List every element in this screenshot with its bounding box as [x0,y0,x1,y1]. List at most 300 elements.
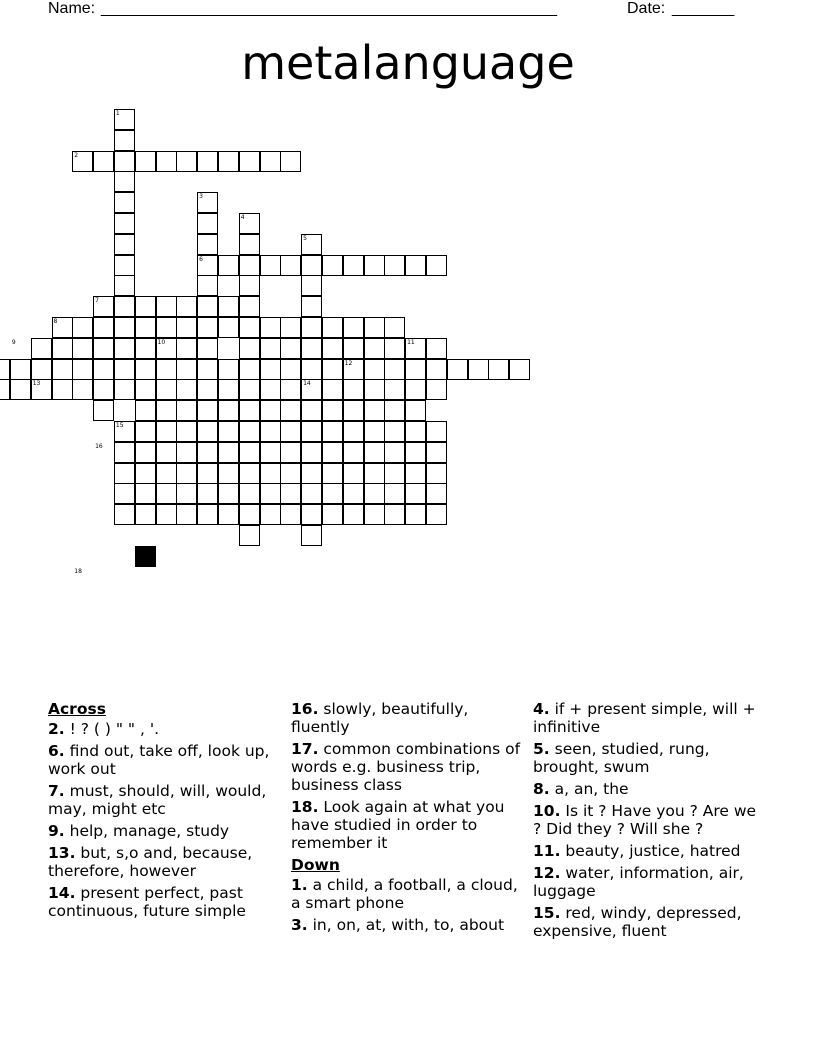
crossword-cell[interactable] [364,317,385,338]
crossword-cell[interactable] [156,379,177,400]
crossword-cell[interactable] [343,421,364,442]
crossword-cell[interactable] [301,296,322,317]
crossword-cell[interactable] [384,504,405,525]
crossword-cell[interactable] [301,400,322,421]
crossword-cell[interactable] [426,255,447,276]
crossword-cell[interactable] [322,359,343,380]
black-square [135,546,156,567]
crossword-cell[interactable] [176,421,197,442]
crossword-cell[interactable] [197,192,218,213]
crossword-cell[interactable] [384,483,405,504]
crossword-cell[interactable] [322,463,343,484]
clue-number: 16. [291,700,319,718]
crossword-cell[interactable] [426,483,447,504]
crossword-cell[interactable] [426,338,447,359]
crossword-cell[interactable] [364,359,385,380]
crossword-cell[interactable] [156,359,177,380]
crossword-cell[interactable] [218,421,239,442]
crossword-cell[interactable] [156,317,177,338]
crossword-cell[interactable] [239,525,260,546]
crossword-cell[interactable] [176,359,197,380]
crossword-cell[interactable] [239,338,260,359]
clue-text: Look again at what you have studied in order to remember it [291,798,505,852]
crossword-cell[interactable] [197,296,218,317]
crossword-cell[interactable] [52,359,73,380]
clue-number: 5. [533,740,550,758]
crossword-cell[interactable] [156,442,177,463]
crossword-cell[interactable] [405,421,426,442]
crossword-cell[interactable] [239,275,260,296]
crossword-cell[interactable] [176,317,197,338]
clue-number: 13. [48,844,76,862]
crossword-cell[interactable] [239,234,260,255]
crossword-cell[interactable] [114,504,135,525]
crossword-cell[interactable] [384,400,405,421]
crossword-cell[interactable] [156,400,177,421]
crossword-cell[interactable] [197,317,218,338]
crossword-cell[interactable] [364,483,385,504]
crossword-cell[interactable] [135,151,156,172]
crossword-cell[interactable] [384,359,405,380]
crossword-cell[interactable] [384,317,405,338]
crossword-cell[interactable] [322,317,343,338]
crossword-cell[interactable] [197,504,218,525]
crossword-cell[interactable] [260,442,281,463]
crossword-cell[interactable] [114,296,135,317]
crossword-cell[interactable] [156,421,177,442]
clue-text: must, should, will, would, may, might etc [48,782,267,818]
crossword-cell[interactable] [239,317,260,338]
clue-number-label: 10 [157,338,166,346]
crossword-cell[interactable] [218,400,239,421]
crossword-cell[interactable] [280,359,301,380]
crossword-cell[interactable] [301,234,322,255]
crossword-cell[interactable] [384,421,405,442]
crossword-cell[interactable] [93,359,114,380]
down-clue-list-continued [533,700,765,940]
crossword-cell[interactable] [197,338,218,359]
crossword-cell[interactable] [197,421,218,442]
crossword-cell[interactable] [156,338,177,359]
clue-number-label: 2 [74,151,79,159]
crossword-cell[interactable] [156,463,177,484]
clue-text: red, windy, depressed, expensive, fluent [533,904,742,940]
crossword-cell[interactable] [343,359,364,380]
crossword-cell[interactable] [52,317,73,338]
crossword-cell[interactable] [384,338,405,359]
crossword-cell[interactable] [10,379,31,400]
crossword-cell[interactable] [280,255,301,276]
crossword-cell[interactable] [364,442,385,463]
crossword-cell[interactable] [0,379,10,400]
crossword-cell[interactable] [301,483,322,504]
crossword-cell[interactable] [239,442,260,463]
crossword-cell[interactable] [135,442,156,463]
clue-item [533,802,765,838]
crossword-cell[interactable] [322,483,343,504]
crossword-cell[interactable] [280,317,301,338]
crossword-cell[interactable] [260,400,281,421]
clue-number: 18. [291,798,319,816]
clue-item [291,916,523,934]
crossword-cell[interactable] [301,255,322,276]
crossword-cell[interactable] [197,442,218,463]
crossword-cell[interactable] [405,255,426,276]
crossword-cell[interactable] [343,255,364,276]
crossword-cell[interactable] [447,359,468,380]
crossword-cell[interactable] [135,338,156,359]
crossword-cell[interactable] [301,421,322,442]
crossword-cell[interactable] [197,275,218,296]
crossword-cell[interactable] [405,504,426,525]
crossword-cell[interactable] [239,151,260,172]
crossword-cell[interactable] [176,338,197,359]
clue-number-label: 6 [199,255,203,263]
clue-number: 10. [533,802,561,820]
crossword-cell[interactable] [384,442,405,463]
clue-text: in, on, at, with, to, about [307,916,505,934]
crossword-cell[interactable] [280,442,301,463]
crossword-cell[interactable] [135,463,156,484]
crossword-cell[interactable] [114,421,135,442]
crossword-cell[interactable] [197,213,218,234]
crossword-cell[interactable] [280,379,301,400]
clue-number-label: 13 [32,380,41,388]
crossword-cell[interactable] [114,463,135,484]
crossword-cell[interactable] [197,151,218,172]
crossword-cell[interactable] [72,151,93,172]
crossword-cell[interactable] [218,463,239,484]
crossword-cell[interactable] [280,338,301,359]
clue-text: beauty, justice, hatred [560,842,741,860]
crossword-cell[interactable] [176,504,197,525]
crossword-cell[interactable] [405,483,426,504]
crossword-cell[interactable] [218,504,239,525]
crossword-cell[interactable] [301,275,322,296]
clue-text: ! ? ( ) " " , '. [64,720,160,738]
crossword-cell[interactable] [218,442,239,463]
clue-item [533,780,765,798]
clue-item [533,740,765,776]
clue-text: water, information, air, luggage [533,864,744,900]
crossword-cell[interactable] [260,317,281,338]
crossword-cell[interactable] [280,483,301,504]
crossword-cell[interactable] [114,151,135,172]
crossword-cell[interactable] [93,338,114,359]
crossword-cell[interactable] [260,255,281,276]
clue-number-label: 18 [74,567,82,575]
clue-text: a child, a football, a cloud, a smart phone [291,876,518,912]
crossword-cell[interactable] [301,525,322,546]
crossword-cell[interactable] [93,317,114,338]
clue-item [48,844,280,880]
crossword-cell[interactable] [31,338,52,359]
clue-text: help, manage, study [64,822,230,840]
clue-text: but, s,o and, because, therefore, however [48,844,253,880]
crossword-cell[interactable] [239,463,260,484]
clue-number: 1. [291,876,308,894]
crossword-cell[interactable] [31,379,52,400]
down-clue-list [291,876,523,934]
clue-item [48,720,280,738]
clue-text: if + present simple, will + infinitive [533,700,756,736]
crossword-cell[interactable] [405,359,426,380]
crossword-cell[interactable] [176,483,197,504]
clue-number: 17. [291,740,319,758]
crossword-cell[interactable] [301,379,322,400]
clue-item [291,700,523,736]
crossword-cell[interactable] [239,483,260,504]
crossword-cell[interactable] [114,255,135,276]
crossword-cell[interactable] [343,317,364,338]
crossword-cell[interactable] [280,151,301,172]
clue-number-label: 15 [115,422,124,429]
crossword-cell[interactable] [488,359,509,380]
crossword-cell[interactable] [426,379,447,400]
clue-item [533,700,765,736]
crossword-cell[interactable] [260,483,281,504]
name-label: Name: [48,0,96,17]
clue-number-label: 8 [53,318,58,325]
crossword-cell[interactable] [364,504,385,525]
clue-item [533,864,765,900]
clue-number-label: 9 [11,338,16,346]
across-clue-list-continued [291,700,523,852]
crossword-cell[interactable] [218,379,239,400]
clue-number: 3. [291,916,308,934]
crossword-cell[interactable] [197,255,218,276]
crossword-cell[interactable] [72,317,93,338]
crossword-cell[interactable] [468,359,489,380]
crossword-cell[interactable] [426,421,447,442]
crossword-cell[interactable] [239,400,260,421]
crossword-cell[interactable] [93,296,114,317]
crossword-cell[interactable] [301,442,322,463]
crossword-cell[interactable] [364,379,385,400]
crossword-cell[interactable] [405,400,426,421]
crossword-cell[interactable] [239,359,260,380]
crossword-cell[interactable] [343,442,364,463]
crossword-cell[interactable] [322,379,343,400]
crossword-cell[interactable] [322,442,343,463]
clue-number: 15. [533,904,561,922]
clue-text: slowly, beautifully, fluently [291,700,469,736]
crossword-cell[interactable] [114,213,135,234]
crossword-cell[interactable] [384,463,405,484]
crossword-cell[interactable] [218,317,239,338]
date-label: Date: [627,0,666,17]
crossword-cell[interactable] [156,296,177,317]
crossword-cell[interactable] [135,379,156,400]
crossword-cell[interactable] [114,275,135,296]
date-line[interactable]: _______ [672,0,735,17]
crossword-cell[interactable] [114,130,135,151]
crossword-cell[interactable] [156,504,177,525]
crossword-cell[interactable] [322,338,343,359]
crossword-cell[interactable] [197,234,218,255]
crossword-cell[interactable] [197,359,218,380]
crossword-cell[interactable] [301,359,322,380]
crossword-cell[interactable] [10,359,31,380]
clue-number: 9. [48,822,65,840]
crossword-cell[interactable] [176,442,197,463]
clue-number: 8. [533,780,550,798]
crossword-cell[interactable] [343,400,364,421]
crossword-cell[interactable] [301,317,322,338]
crossword-cell[interactable] [114,234,135,255]
crossword-cell[interactable] [239,213,260,234]
crossword-cell[interactable] [218,255,239,276]
crossword-cell[interactable] [260,421,281,442]
crossword-cell[interactable] [426,442,447,463]
clue-number-label: 16 [95,442,103,450]
crossword-cell[interactable] [239,421,260,442]
crossword-cell[interactable] [239,255,260,276]
crossword-cell[interactable] [176,463,197,484]
crossword-cell[interactable] [218,483,239,504]
crossword-cell[interactable] [343,379,364,400]
crossword-cell[interactable] [343,483,364,504]
crossword-cell[interactable] [239,296,260,317]
crossword-cell[interactable] [114,379,135,400]
crossword-cell[interactable] [31,359,52,380]
crossword-cell[interactable] [93,151,114,172]
clue-item [533,842,765,860]
crossword-cell[interactable] [197,400,218,421]
crossword-cell[interactable] [135,359,156,380]
clue-number: 11. [533,842,561,860]
clue-item [48,884,280,920]
crossword-cell[interactable] [343,338,364,359]
clue-text: a, an, the [549,780,629,798]
crossword-cell[interactable] [405,379,426,400]
clue-number: 7. [48,782,65,800]
crossword-cell[interactable] [114,171,135,192]
crossword-cell[interactable] [426,504,447,525]
clue-text: seen, studied, rung, brought, swum [533,740,710,776]
clue-number-label: 12 [344,359,353,367]
crossword-cell[interactable] [426,463,447,484]
crossword-cell[interactable] [114,192,135,213]
crossword-cell[interactable] [260,379,281,400]
crossword-cell[interactable] [0,359,10,380]
crossword-cell[interactable] [301,338,322,359]
clue-item [48,742,280,778]
crossword-cell[interactable] [280,504,301,525]
crossword-cell[interactable] [114,317,135,338]
crossword-cell[interactable] [239,504,260,525]
crossword-cell[interactable] [135,504,156,525]
crossword-cell[interactable] [343,463,364,484]
crossword-cell[interactable] [384,255,405,276]
crossword-cell[interactable] [156,151,177,172]
clue-number: 12. [533,864,561,882]
crossword-cell[interactable] [280,421,301,442]
crossword-cell[interactable] [176,296,197,317]
crossword-cell[interactable] [218,296,239,317]
crossword-cell[interactable] [260,504,281,525]
crossword-cell[interactable] [135,400,156,421]
crossword-cell[interactable] [322,421,343,442]
crossword-cell[interactable] [114,483,135,504]
crossword-cell[interactable] [72,379,93,400]
clue-number-label: 4 [240,214,245,221]
crossword-cell[interactable] [509,359,530,380]
crossword-cell[interactable] [176,151,197,172]
clue-item [291,798,523,852]
crossword-cell[interactable] [135,421,156,442]
crossword-cell[interactable] [405,338,426,359]
crossword-cell[interactable] [218,151,239,172]
crossword-cell[interactable] [260,338,281,359]
clue-number: 4. [533,700,550,718]
crossword-cell[interactable] [322,255,343,276]
crossword-cell[interactable] [260,359,281,380]
crossword-cell[interactable] [405,463,426,484]
crossword-cell[interactable] [426,359,447,380]
name-line[interactable]: _____________________________________________________ [101,0,557,17]
crossword-cell[interactable] [114,359,135,380]
crossword-cell[interactable] [364,338,385,359]
clue-number: 2. [48,720,65,738]
crossword-cell[interactable] [176,379,197,400]
crossword-cell[interactable] [280,463,301,484]
down-heading: Down [291,856,340,874]
crossword-cell[interactable] [156,483,177,504]
crossword-cell[interactable] [280,400,301,421]
crossword-cell[interactable] [176,400,197,421]
crossword-cell[interactable] [93,379,114,400]
crossword-cell[interactable] [218,359,239,380]
crossword-cell[interactable] [364,421,385,442]
crossword-cell[interactable] [135,296,156,317]
crossword-cell[interactable] [301,463,322,484]
crossword-cell[interactable] [301,504,322,525]
crossword-cell[interactable] [135,483,156,504]
crossword-cell[interactable] [260,463,281,484]
crossword-cell[interactable] [114,442,135,463]
crossword-cell[interactable] [93,400,114,421]
crossword-cell[interactable] [197,379,218,400]
crossword-cell[interactable] [322,400,343,421]
crossword-cell[interactable] [52,338,73,359]
clues-column-3 [533,700,765,944]
crossword-cell[interactable] [364,463,385,484]
crossword-cell[interactable] [135,317,156,338]
crossword-cell[interactable] [322,504,343,525]
across-clue-list [48,720,280,920]
crossword-cell[interactable] [260,151,281,172]
clue-text: present perfect, past continuous, future simple [48,884,246,920]
crossword-cell[interactable] [72,338,93,359]
crossword-cell[interactable] [364,400,385,421]
clues-column-2 [291,700,523,938]
crossword-cell[interactable] [114,338,135,359]
crossword-cell[interactable] [197,463,218,484]
crossword-cell[interactable] [364,255,385,276]
crossword-cell[interactable] [114,109,135,130]
crossword-cell[interactable] [405,442,426,463]
crossword-cell[interactable] [384,379,405,400]
crossword-cell[interactable] [52,379,73,400]
clue-number-label: 11 [407,338,415,346]
crossword-cell[interactable] [197,483,218,504]
crossword-cell[interactable] [343,504,364,525]
clue-text: common combinations of words e.g. business trip, business class [291,740,521,794]
crossword-cell[interactable] [239,379,260,400]
clue-number-label: 14 [303,380,311,388]
crossword-cell[interactable] [72,359,93,380]
